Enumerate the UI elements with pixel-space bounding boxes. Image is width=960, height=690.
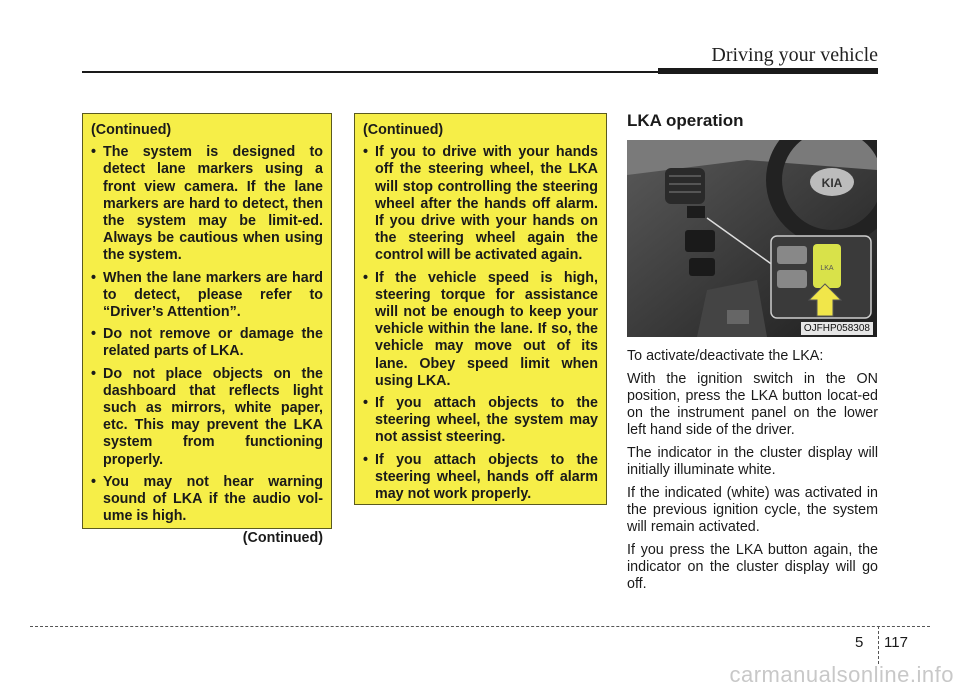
paragraph: If the indicated (white) was activated in the previous ignition cycle, the system will remain activated. bbox=[627, 485, 878, 535]
watermark[interactable]: carmanualsonline.info bbox=[729, 662, 954, 687]
bullet-icon: • bbox=[363, 395, 369, 412]
section-title: LKA operation bbox=[627, 111, 744, 130]
bullet-list bbox=[91, 144, 323, 525]
header-rule-accent bbox=[658, 68, 878, 74]
bullet-icon: • bbox=[91, 326, 97, 343]
list-item: • If the vehicle speed is high, steering torque for assistance will not be enough to keep your vehicle within the lane. If so, the vehicle may move out of its lane. Obey speed limit when using LKA. bbox=[363, 269, 598, 389]
paragraph: The indicator in the cluster display will initially illuminate white. bbox=[627, 445, 878, 478]
page-number: 117 bbox=[884, 634, 908, 651]
bullet-icon: • bbox=[91, 365, 97, 382]
svg-text:LKA: LKA bbox=[820, 265, 834, 272]
air-vent-icon bbox=[665, 168, 705, 204]
page-header-title: Driving your vehicle bbox=[711, 44, 878, 66]
bullet-icon: • bbox=[91, 144, 97, 161]
warning-box-left bbox=[82, 113, 332, 547]
bullet-icon: • bbox=[363, 269, 369, 286]
list-item: • When the lane markers are hard to detect, please refer to “Driver’s Attention”. bbox=[91, 269, 323, 321]
dashboard-illustration bbox=[627, 140, 877, 337]
lka-button-photo bbox=[627, 140, 877, 337]
list-item: • If you attach objects to the steering wheel, the system may not assist steering. bbox=[363, 395, 598, 446]
bullet-icon: • bbox=[363, 451, 369, 468]
paragraph: With the ignition switch in the ON position, press the LKA button locat-ed on the instrument panel on the lower left hand side of the driver. bbox=[627, 371, 878, 438]
chapter-number: 5 bbox=[855, 634, 864, 651]
continued-label: (Continued) bbox=[91, 122, 172, 138]
svg-text:KIA: KIA bbox=[821, 176, 843, 190]
list-item: • You may not hear warning sound of LKA if the audio vol-ume is high. bbox=[91, 473, 323, 525]
paragraph: To activate/deactivate the LKA: bbox=[627, 348, 824, 364]
continued-label: (Continued) bbox=[242, 530, 323, 547]
list-item: • Do not place objects on the dashboard that reflects light such as mirrors, white paper, etc. This may prevent the LKA system from functioning properly. bbox=[91, 365, 323, 468]
body-text bbox=[627, 348, 878, 599]
lka-button-inset bbox=[771, 236, 871, 318]
list-item: • If you to drive with your hands off the steering wheel, the LKA will stop controlling the steering wheel after the hands off alarm. If you drive with your hands on the steering wheel again the control will be activated again. bbox=[363, 144, 598, 264]
bullet-icon: • bbox=[91, 269, 97, 286]
list-item: • Do not remove or damage the related parts of LKA. bbox=[91, 326, 323, 360]
footer-rule bbox=[30, 626, 930, 627]
paragraph: If you press the LKA button again, the indicator on the cluster display will go off. bbox=[627, 542, 878, 592]
warning-box-middle bbox=[354, 113, 607, 505]
list-item: • If you attach objects to the steering wheel, hands off alarm may not work properly. bbox=[363, 451, 598, 503]
footer-divider bbox=[878, 626, 879, 664]
bullet-icon: • bbox=[91, 473, 97, 490]
image-code: OJFHP058308 bbox=[801, 322, 873, 335]
bullet-list bbox=[363, 144, 598, 503]
bullet-icon: • bbox=[363, 144, 369, 161]
continued-label: (Continued) bbox=[363, 122, 444, 138]
list-item: • The system is designed to detect lane markers using a front view camera. If the lane markers are hard to detect, then the system may be limit-ed. Always be cautious when using the system. bbox=[91, 144, 323, 264]
